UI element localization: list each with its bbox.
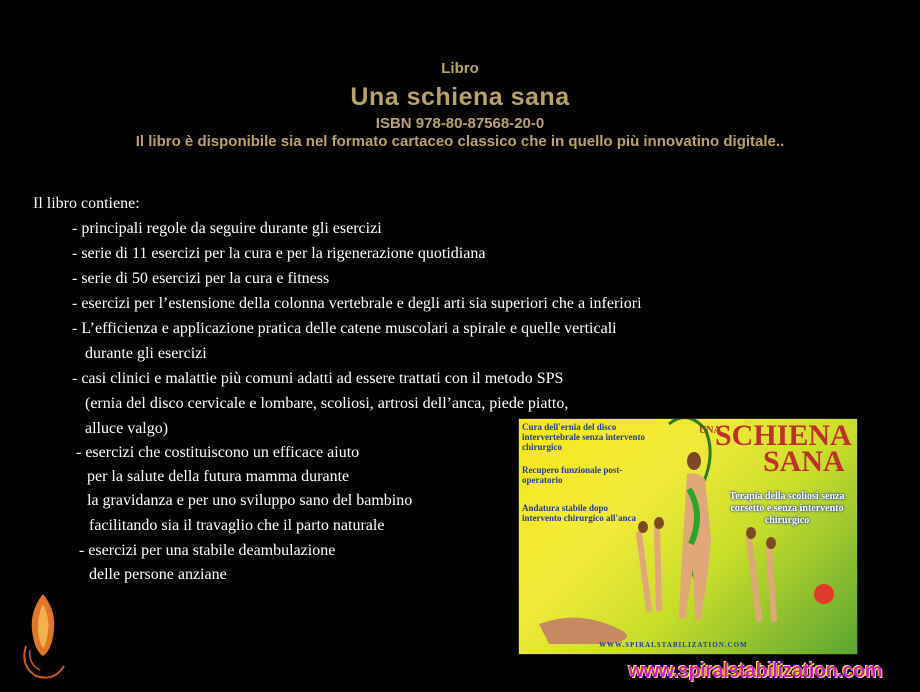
contents-item-cont: alluce valgo): [85, 420, 169, 437]
contents-item-cont: facilitando sia il travaglio che il parto naturale: [89, 517, 385, 534]
isbn: ISBN 978-80-87568-20-0: [375, 115, 545, 132]
contents-item: - casi clinici e malattie più comuni adatti ad essere trattati con il metodo SPS: [72, 370, 564, 387]
book-cover-una: UNA: [699, 425, 721, 436]
contents-item: - L’efficienza e applicazione pratica delle catene muscolari a spirale e quelle verticali: [72, 320, 617, 337]
book-cover-andatura: Andatura stabile dopo intervento chirurgico all'anca: [522, 503, 636, 523]
contents-item: - serie di 50 esercizi per la cura e fitness: [72, 270, 330, 287]
contents-item: - serie di 11 esercizi per la cura e per la rigenerazione quotidiana: [72, 245, 486, 262]
spiral-logo-icon: [16, 590, 70, 687]
contents-item: - esercizi per una stabile deambulazione: [79, 542, 336, 559]
contents-item: - esercizi per l’estensione della colonna vertebrale e degli arti sia superiori che a inferiori: [72, 295, 642, 312]
book-cover-sana: SANA: [763, 445, 845, 478]
book-cover-web: WWW.SPIRALSTABILIZATION.COM: [599, 641, 748, 649]
contents-item-cont: per la salute della futura mamma durante: [87, 468, 350, 485]
book-title: Una schiena sana: [350, 83, 570, 111]
book-cover-recupero: Recupero funzionale post-operatorio: [522, 465, 623, 485]
book-cover-cura: Cura dell'ernia del disco intervertebrale senza intervento chirurgico: [522, 422, 645, 452]
book-cover-terapia: Terapia della scoliosi senza corsetto e senza intervento chirurgico: [729, 491, 845, 526]
book-cover-schiena: SCHIENA: [715, 419, 852, 452]
contents-item-cont: (ernia del disco cervicale e lombare, scoliosi, artrosi dell’anca, piede piatto,: [85, 395, 569, 412]
contents-item-cont: delle persone anziane: [89, 566, 227, 583]
book-cover-image: [518, 418, 858, 655]
contents-item-cont: la gravidanza e per uno sviluppo sano del bambino: [87, 492, 413, 509]
availability-note: Il libro è disponibile sia nel formato cartaceo classico che in quello più innovatino digitale..: [135, 133, 785, 150]
contents-heading: Il libro contiene:: [33, 195, 140, 212]
website-link[interactable]: www.spiralstabilization.com: [628, 660, 882, 682]
contents-item-cont: durante gli esercizi: [85, 345, 207, 362]
contents-item: - esercizi che costituiscono un efficace aiuto: [76, 444, 360, 461]
header-label: Libro: [441, 60, 479, 77]
contents-item: - principali regole da seguire durante gli esercizi: [72, 220, 382, 237]
